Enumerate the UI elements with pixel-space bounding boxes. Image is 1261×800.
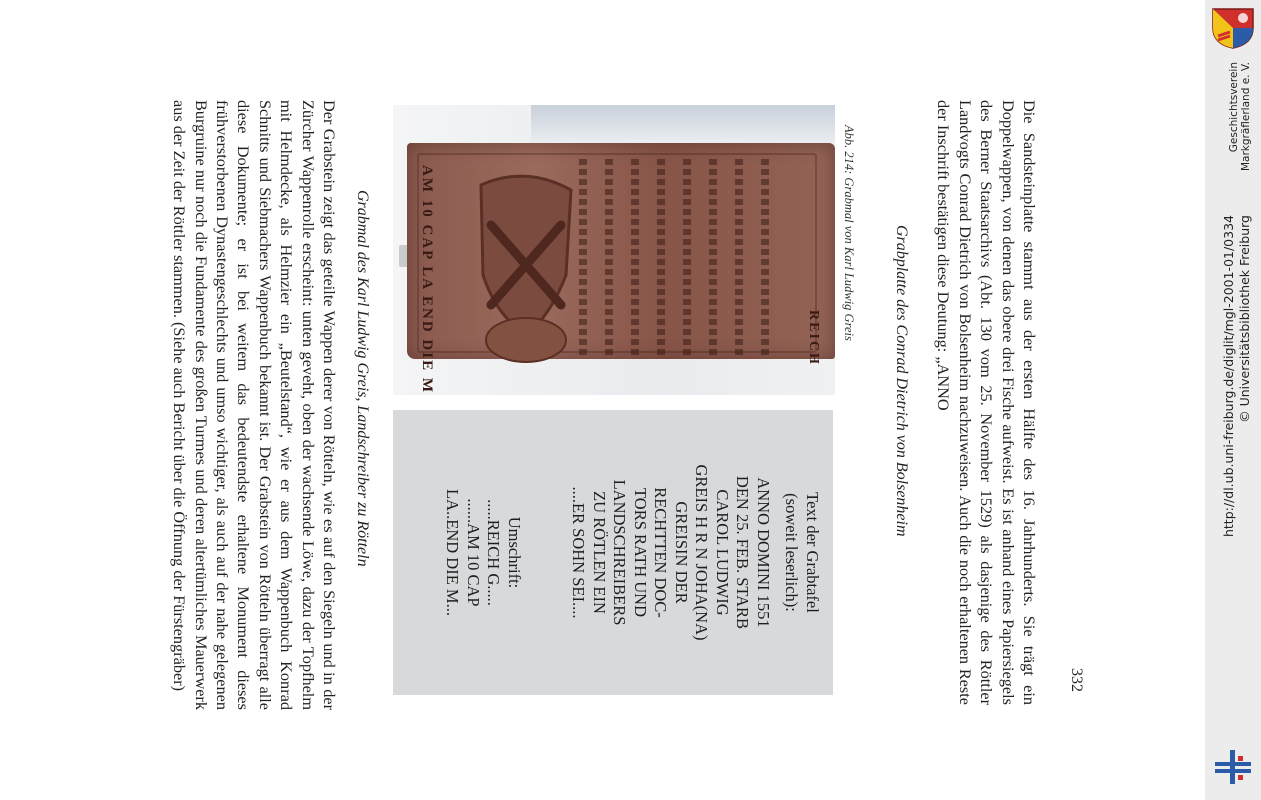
tombstone-photo — [393, 105, 835, 395]
inscription-line: RECHTTEN DOC- — [651, 487, 671, 618]
umschrift-title: Umschrift: — [505, 516, 524, 589]
inscription-line: LANDSCHREIBERS — [610, 479, 630, 626]
paragraph-bottom-block — [930, 100, 1040, 705]
society-name-line1: Geschichtsverein — [1228, 62, 1240, 153]
stone-inscription-top: AM 10 CAP LA END DIE M — [419, 165, 435, 395]
paragraph-bottom: Die Sandsteinplatte stammt aus der ersten Hälfte des 16. Jahrhunderts. Sie trägt ein Doppelwappen, von denen das obere drei Fische aufweist. Es ist anhand eines Papiersiegels des Berner Staatsarchivs (Abt. 130 vom 25. November 1529) als dasjenige des Röttler Landvogts Conrad Dietrich von Bolsenheim nachzuweisen. Auch die noch erhaltenen Reste der Inschrift bestätigen diese Deutung: „ANNO — [934, 100, 1039, 705]
sidebar-url-block — [1221, 215, 1255, 595]
caption-greis-block — [349, 190, 371, 615]
coat-of-arms-icon — [1210, 6, 1256, 50]
ub-freiburg-logo-icon — [1213, 748, 1253, 786]
photo-caption: Abb. 214: Grabmal von Karl Ludwig Greis — [842, 125, 856, 341]
page-number-block — [1065, 668, 1085, 700]
stone-inscription-top-block — [413, 165, 435, 395]
inscription-line: DEN 25. FEB. STARB — [733, 475, 753, 630]
inscription-line: GREISIN DER — [672, 501, 691, 604]
inscription-line: ANNO DOMINI 1551 — [754, 477, 773, 628]
caption-greis: Grabmal des Karl Ludwig Greis, Landschreiber zu Rötteln — [354, 190, 371, 567]
stone-inscription-bottom-block — [801, 310, 821, 370]
heading-bolsenheim: Grabplatte des Conrad Dietrich von Bolsenheim — [893, 225, 910, 537]
heading-bolsenheim-block — [888, 225, 910, 585]
umschrift-line: ......AM 10 CAP — [464, 498, 483, 607]
copyright-notice: © Universitätsbibliothek Freiburg — [1237, 215, 1252, 423]
society-name-line2: Markgräflerland e. V. — [1240, 62, 1252, 172]
society-name-block — [1228, 62, 1256, 192]
photo-caption-block — [838, 125, 856, 375]
paragraph-top-block — [100, 100, 340, 710]
stone-text-lines — [573, 159, 793, 359]
inscription-line: ....ER SOHN SEI.... — [569, 486, 589, 619]
page-number: 332 — [1068, 668, 1085, 692]
inscription-text — [442, 420, 822, 685]
inscription-line: ZU RÖTLEN EIN — [590, 491, 609, 614]
inscription-title-line: (soweit leserlich): — [782, 493, 802, 612]
inscription-line: TORS RATH UND — [631, 488, 650, 617]
inscription-line: GREIS H R N JOHA(NA) — [692, 464, 712, 641]
inscription-line: CAROL LUDWIG — [713, 489, 732, 616]
coat-of-arms-relief — [471, 165, 581, 365]
inscription-text-block — [402, 420, 822, 685]
stone-inscription-bottom: REICH — [806, 310, 821, 366]
umschrift-line: .....REICH G..... — [484, 499, 504, 606]
umschrift-line: LA..END DIE M... — [443, 489, 463, 616]
paragraph-top: Der Grabstein zeigt das geteilte Wappen derer von Rötteln, wie es auf den Siegeln und in der Zürcher Wappenrolle erscheint: unten geveht, oben der wachsende Löwe, dazu der Topfhelm mit Helmdecke, als Helmzier ein „Beutelstand“, wie er aus dem Wappenbuch Konrad Schnitts und Siebmachers Wappenbuch bekannt ist. Der Grabstein von Rötteln überragt alle diese Dokumente; er ist bei weitem das bedeutendste erhaltene Monument dieses frühverstorbenen Dynastengeschlechts und umso wichtiger, als auch auf der nahe gelegenen Burgruine nur noch die Fundamente des großen Turmes und deren altertümliches Mauerwerk aus der Zeit der Röttler stammen. (Siehe auch Bericht über die Öffnung der Fürstengräber) — [170, 100, 339, 710]
document-url-link[interactable]: http://dl.ub.uni-freiburg.de/diglit/mgl-2001-01/0334 — [1221, 215, 1236, 538]
inscription-title-line: Text der Grabtafel — [803, 492, 822, 613]
